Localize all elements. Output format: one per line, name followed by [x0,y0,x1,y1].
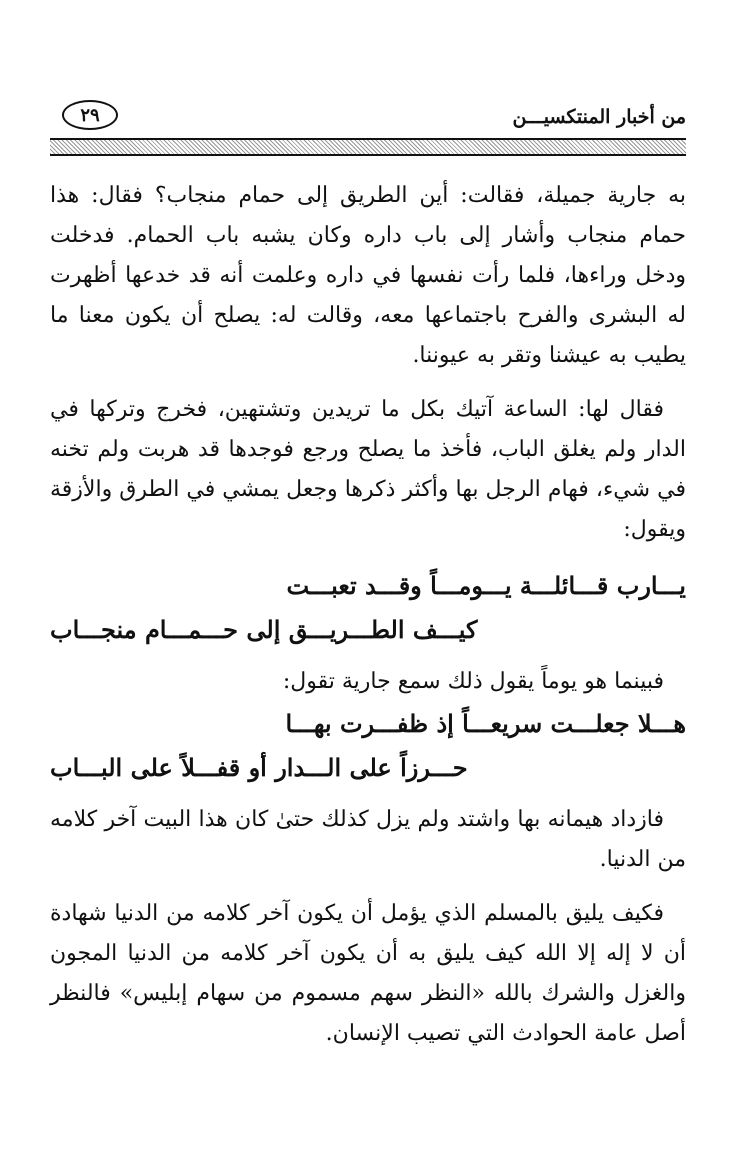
paragraph: به جارية جميلة، فقالت: أين الطريق إلى حمام منجاب؟ فقال: هذا حمام منجاب وأشار إلى باب داره وكان يشبه باب الحمام. فدخلت ودخل وراءها، فلما رأت نفسها في داره وعلمت أنه قد خدعها أظهرت له البشرى والفرح باجتماعها معه، وقالت له: يصلح أن يكون معنا ما يطيب به عيشنا وتقر به عيوننا. [50,183,686,368]
verse-line: كيـــف الطـــريـــق إلى حـــمـــام منجـــاب [50,615,478,644]
running-title: من أخبار المنتكسيـــن [512,106,686,128]
paragraph: فقال لها: الساعة آتيك بكل ما تريدين وتشتهين، فخرج وتركها في الدار ولم يغلق الباب، فأخذ ما يصلح ورجع فوجدها قد هربت ولم تخنه في شيء، فهام الرجل بها وأكثر ذكرها وجعل يمشي في الطرق والأزقة ويقول: [50,397,686,542]
verse-line: هـــلا جعلـــت سريعـــاً إذ ظفـــرت بهـــا [285,709,686,738]
verse-line: حـــرزاً على الـــدار أو قفـــلاً على البـــاب [50,753,468,782]
paragraph: فبينما هو يوماً يقول ذلك سمع جارية تقول: [282,669,664,694]
header-rule [50,138,686,156]
page-header [50,100,686,136]
body-text [50,176,686,1068]
paragraph: فازداد هيمانه بها واشتد ولم يزل كذلك حتىٰ كان هذا البيت آخر كلامه من الدنيا. [50,807,686,872]
paragraph: فكيف يليق بالمسلم الذي يؤمل أن يكون آخر كلامه من الدنيا شهادة أن لا إله إلا الله كيف يليق به أن يكون آخر كلامه من الدنيا المجون والغزل والشرك بالله «النظر سهم مسموم من سهام إبليس» فالنظر أصل عامة الحوادث التي تصيب الإنسان. [50,901,686,1046]
page-number: ٢٩ [62,100,118,130]
verse-line: يـــارب قـــائلـــة يـــومـــاً وقـــد تعبـــت [286,571,686,600]
